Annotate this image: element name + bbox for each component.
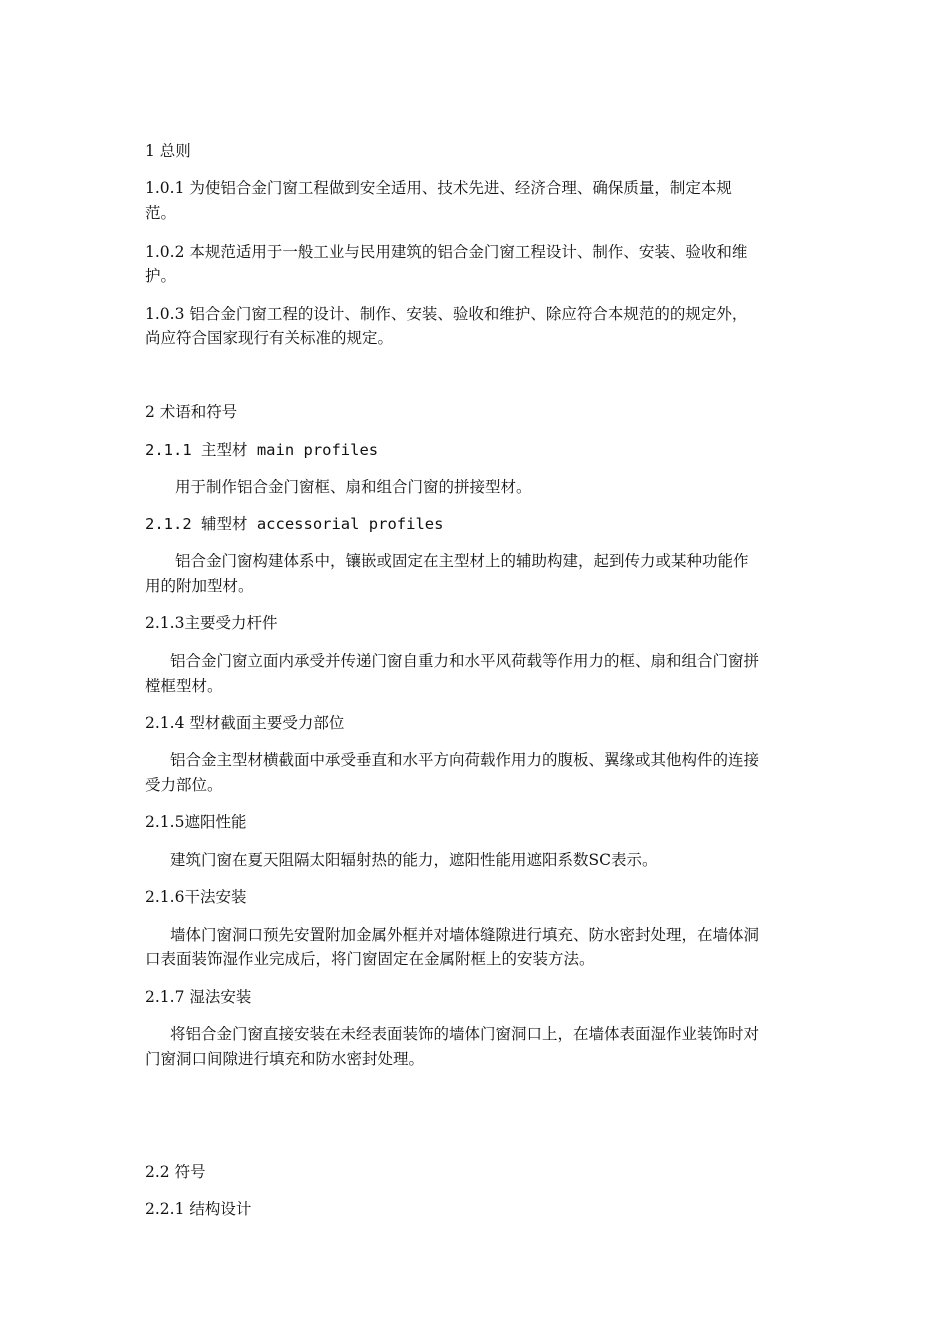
- term-2-1-7-definition-line-1: 将铝合金门窗直接安装在未经表面装饰的墙体门窗洞口上，在墙体表面湿作业装饰时对: [170, 1025, 760, 1043]
- term-2-1-5-heading: 2.1.5遮阳性能: [145, 813, 247, 831]
- term-2-1-4-definition-line-2: 受力部位。: [145, 776, 223, 794]
- clause-1-0-3-line-2: 尚应符合国家现行有关标准的规定。: [145, 329, 394, 347]
- term-2-1-4-definition-line-1: 铝合金主型材横截面中承受垂直和水平方向荷载作用力的腹板、翼缘或其他构件的连接: [170, 751, 760, 769]
- section-heading-terms: 2 术语和符号: [145, 403, 238, 421]
- subsection-heading-structural-design: 2.2.1 结构设计: [145, 1200, 252, 1218]
- term-2-1-4-heading: 2.1.4 型材截面主要受力部位: [145, 714, 345, 732]
- term-2-1-7-heading: 2.1.7 湿法安装: [145, 988, 252, 1006]
- term-2-1-2-definition-line-1: 铝合金门窗构建体系中，镶嵌或固定在主型材上的辅助构建，起到传力或某种功能作: [175, 552, 749, 570]
- term-2-1-3-definition-line-1: 铝合金门窗立面内承受并传递门窗自重力和水平风荷载等作用力的框、扇和组合门窗拼: [170, 652, 760, 670]
- term-2-1-1-heading: 2.1.1 主型材 main profiles: [145, 441, 379, 459]
- term-2-1-6-definition-line-1: 墙体门窗洞口预先安置附加金属外框并对墙体缝隙进行填充、防水密封处理，在墙体洞: [170, 926, 760, 944]
- clause-1-0-1-line-1: 1.0.1 为使铝合金门窗工程做到安全适用、技术先进、经济合理、确保质量，制定本规: [145, 179, 732, 197]
- section-heading-symbols: 2.2 符号: [145, 1163, 206, 1181]
- term-2-1-7-definition-line-2: 门窗洞口间隙进行填充和防水密封处理。: [145, 1050, 425, 1068]
- term-2-1-3-definition-line-2: 樘框型材。: [145, 677, 223, 695]
- term-2-1-3-heading: 2.1.3主要受力杆件: [145, 614, 278, 632]
- clause-1-0-3-line-1: 1.0.3 铝合金门窗工程的设计、制作、安装、验收和维护、除应符合本规范的的规定外，: [145, 305, 748, 323]
- clause-1-0-2-line-1: 1.0.2 本规范适用于一般工业与民用建筑的铝合金门窗工程设计、制作、安装、验收和维: [145, 243, 748, 261]
- term-2-1-6-definition-line-2: 口表面装饰湿作业完成后，将门窗固定在金属附框上的安装方法。: [145, 950, 595, 968]
- term-2-1-2-heading: 2.1.2 辅型材 accessorial profiles: [145, 515, 444, 533]
- section-heading-general: 1 总则: [145, 142, 191, 160]
- term-2-1-6-heading: 2.1.6干法安装: [145, 888, 247, 906]
- term-2-1-5-definition: 建筑门窗在夏天阻隔太阳辐射热的能力，遮阳性能用遮阳系数SC表示。: [170, 851, 658, 869]
- clause-1-0-1-line-2: 范。: [145, 204, 177, 222]
- term-2-1-1-definition: 用于制作铝合金门窗框、扇和组合门窗的拼接型材。: [175, 478, 532, 496]
- term-2-1-2-definition-line-2: 用的附加型材。: [145, 577, 254, 595]
- clause-1-0-2-line-2: 护。: [145, 267, 177, 285]
